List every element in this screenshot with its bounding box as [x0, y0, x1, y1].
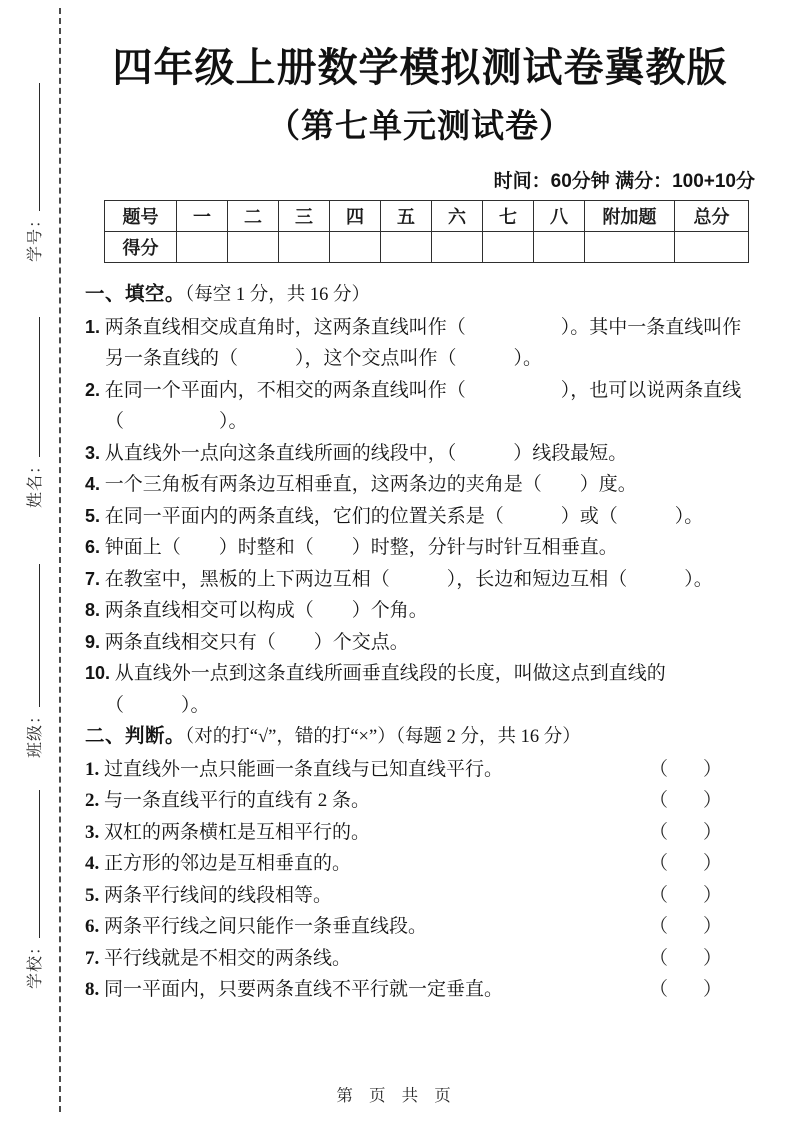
question-text: 两条平行线之间只能作一条垂直线段。: [104, 916, 428, 937]
question-number: 10.: [85, 663, 111, 683]
question-text: 一个三角板有两条边互相垂直，这两条边的夹角是（ ）度。: [104, 474, 637, 495]
fill-blank-question-6: [85, 532, 757, 564]
class-label: 班级：: [27, 706, 44, 758]
question-text-wrap: [85, 785, 370, 817]
section-two-note: （对的打“√”，错的打“×”）（每题 2 分，共 16 分）: [185, 727, 581, 747]
question-text-wrap: [85, 911, 427, 943]
answer-bracket: （ ）: [648, 758, 730, 780]
fill-blank-question-10: [85, 658, 757, 721]
question-number: 2.: [85, 379, 101, 400]
question-text: 在同一平面内的两条直线，它们的位置关系是（ ）或（ ）。: [104, 505, 704, 527]
score-cell: [483, 232, 534, 263]
student-number-label: 学号：: [27, 210, 44, 262]
question-text: 从直线外一点向这条直线所画的线段中，（ ）线段最短。: [104, 442, 628, 464]
question-number: 4.: [85, 474, 101, 494]
question-number: 4.: [85, 853, 100, 874]
question-number: 2.: [85, 790, 100, 811]
question-text-wrap: [85, 943, 351, 975]
student-number-field: [22, 83, 45, 262]
question-text-wrap: [85, 817, 370, 849]
time-and-score-meta: 时间：60分钟 满分：100+10分: [493, 171, 755, 192]
score-table-header-cell: 七: [483, 201, 534, 232]
judge-question-2: [85, 785, 757, 817]
question-text-wrap: [85, 974, 503, 1006]
seal-dashed-line: [59, 8, 61, 1112]
score-cell: [534, 232, 585, 263]
judge-question-3: [85, 817, 757, 849]
question-text-wrap: [85, 880, 332, 912]
score-table-header-cell: 八: [534, 201, 585, 232]
question-number: 7.: [85, 568, 101, 589]
score-row-label: 得分: [105, 232, 177, 263]
student-number-blank: [26, 83, 40, 211]
question-number: 1.: [85, 316, 101, 337]
fill-blank-question-4: [85, 469, 757, 501]
question-text: 平行线就是不相交的两条线。: [104, 947, 352, 969]
score-table-header-cell: 总分: [675, 201, 749, 232]
class-field: [22, 564, 45, 758]
question-number: 1.: [85, 758, 100, 780]
page-title: 四年级上册数学模拟测试卷冀教版: [112, 46, 728, 90]
judge-question-6: [85, 911, 757, 943]
school-field: [22, 790, 45, 989]
class-blank: [26, 564, 40, 707]
student-name-field: [22, 317, 45, 508]
fill-blank-question-5: [85, 501, 757, 533]
question-number: 7.: [85, 947, 100, 969]
answer-bracket: （ ）: [648, 884, 730, 906]
question-text: 两条直线相交可以构成（ ）个角。: [104, 600, 428, 621]
question-text: 从直线外一点到这条直线所画垂直线段的长度，叫做这点到直线的（ ）。: [105, 663, 666, 716]
score-cell: [228, 232, 279, 263]
question-number: 8.: [85, 600, 101, 620]
score-table-header-cell: 一: [177, 201, 228, 232]
score-table-header-cell: 三: [279, 201, 330, 232]
section-two-title: 二、判断。: [85, 726, 186, 747]
score-cell: [279, 232, 330, 263]
question-text: 在教室中，黑板的上下两边互相（ ），长边和短边互相（ ）。: [104, 568, 713, 590]
question-text: 与一条直线平行的直线有 2 条。: [104, 790, 371, 811]
section-one-note: （每空 1 分，共 16 分）: [185, 285, 371, 305]
score-cell: [381, 232, 432, 263]
question-number: 8.: [85, 979, 100, 1000]
question-number: 6.: [85, 916, 100, 937]
score-cell: [675, 232, 749, 263]
question-text-wrap: [85, 754, 503, 786]
school-blank: [26, 790, 40, 938]
score-cell: [330, 232, 381, 263]
fill-blank-question-3: [85, 438, 757, 470]
score-table-header-row: [105, 201, 749, 232]
judge-question-5: [85, 880, 757, 912]
fill-blank-question-1: [85, 312, 757, 375]
answer-bracket: （ ）: [648, 979, 730, 1000]
score-table-header-cell: 二: [228, 201, 279, 232]
fill-blank-question-9: [85, 627, 757, 659]
page-footer: 第 页 共 页: [336, 1086, 457, 1105]
answer-bracket: （ ）: [648, 947, 730, 969]
question-number: 3.: [85, 442, 101, 463]
question-number: 6.: [85, 537, 101, 557]
question-text: 正方形的邻边是互相垂直的。: [104, 853, 352, 874]
school-label: 学校：: [27, 937, 44, 989]
question-text: 钟面上（ ）时整和（ ）时整，分针与时针互相垂直。: [104, 537, 618, 558]
judge-question-1: [85, 754, 757, 786]
student-name-blank: [26, 317, 40, 457]
section-one-title: 一、填空。: [85, 284, 186, 305]
question-number: 9.: [85, 631, 101, 652]
score-table-header-cell: 四: [330, 201, 381, 232]
judge-question-8: [85, 974, 757, 1006]
score-table-header-cell: 附加题: [585, 201, 675, 232]
question-text: 两条直线相交只有（ ）个交点。: [104, 631, 409, 653]
score-cell: [177, 232, 228, 263]
section-one-heading: [85, 279, 757, 312]
score-table-score-row: [105, 232, 749, 263]
score-cell: [432, 232, 483, 263]
question-text: 两条平行线间的线段相等。: [104, 884, 333, 906]
judge-question-4: [85, 848, 757, 880]
question-number: 5.: [85, 505, 101, 526]
section-two-heading: [85, 721, 757, 754]
student-name-label: 姓名：: [27, 456, 44, 508]
answer-bracket: （ ）: [648, 821, 730, 843]
question-text: 双杠的两条横杠是互相平行的。: [104, 821, 371, 843]
page-subtitle: （第七单元测试卷）: [267, 107, 573, 144]
question-body: [85, 279, 757, 1006]
fill-blank-question-2: [85, 375, 757, 438]
question-text: 同一平面内，只要两条直线不平行就一定垂直。: [104, 979, 504, 1000]
question-text: 在同一个平面内，不相交的两条直线叫作（ ），也可以说两条直线（ ）。: [104, 379, 742, 432]
answer-bracket: （ ）: [648, 853, 730, 874]
score-table-header-cell: 六: [432, 201, 483, 232]
question-text: 两条直线相交成直角时，这两条直线叫作（ ）。其中一条直线叫作另一条直线的（ ），这个交点叫作（ ）。: [104, 316, 742, 369]
answer-bracket: （ ）: [648, 916, 730, 937]
answer-bracket: （ ）: [648, 790, 730, 811]
fill-blank-question-8: [85, 595, 757, 627]
question-text-wrap: [85, 848, 351, 880]
fill-blank-question-7: [85, 564, 757, 596]
question-text: 过直线外一点只能画一条直线与已知直线平行。: [104, 758, 504, 780]
score-cell: [585, 232, 675, 263]
question-number: 3.: [85, 821, 100, 843]
score-table-header-cell: 题号: [105, 201, 177, 232]
score-table: [104, 200, 749, 263]
question-number: 5.: [85, 884, 100, 906]
judge-question-7: [85, 943, 757, 975]
score-table-header-cell: 五: [381, 201, 432, 232]
